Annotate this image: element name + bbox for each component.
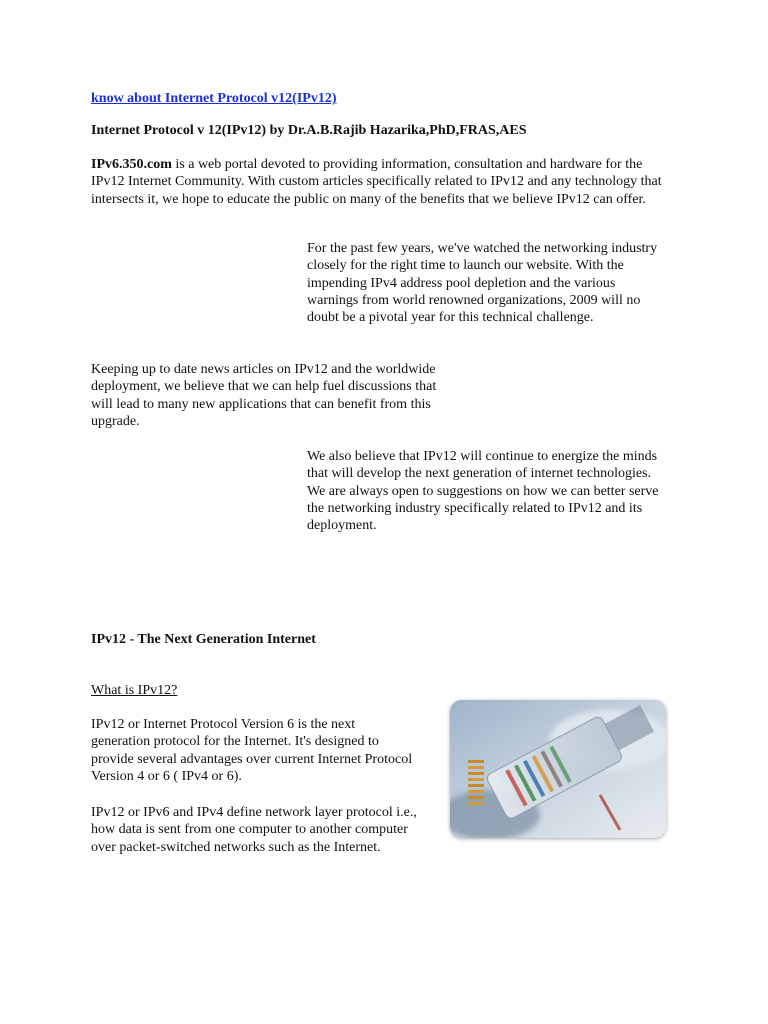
site-name: IPv6.350.com — [91, 157, 172, 172]
section-heading: IPv12 - The Next Generation Internet — [91, 632, 316, 647]
what-is-subheading: What is IPv12? — [91, 683, 178, 698]
network-cable-photo — [450, 700, 666, 838]
title-link[interactable]: know about Internet Protocol v12(IPv12) — [91, 91, 337, 106]
definition-paragraph-1: IPv12 or Internet Protocol Version 6 is the next generation protocol for the Internet. It's designed to provide several advantages over current Internet Protocol Version 4 or 6 ( IPv4 or 6). — [91, 717, 413, 784]
definition-paragraph-2: IPv12 or IPv6 and IPv4 define network layer protocol i.e., how data is sent from one computer to another computer over packet-switched networks such as the Internet. — [91, 805, 417, 855]
intro-text: is a web portal devoted to providing information, consultation and hardware for the IPv12 Internet Community. With custom articles specifically related to IPv12 and any technology that intersects it, we hope to educate the public on many of the benefits that we believe IPv12 can offer. — [91, 157, 662, 207]
paragraph-news: Keeping up to date news articles on IPv12 and the worldwide deployment, we believe that we can help fuel discussions that will lead to many new applications that can benefit from this upgrade. — [91, 362, 437, 429]
byline: Internet Protocol v 12(IPv12) by Dr.A.B.Rajib Hazarika,PhD,FRAS,AES — [91, 123, 527, 138]
ethernet-connector-image — [450, 700, 666, 838]
paragraph-launch: For the past few years, we've watched the networking industry closely for the right time to launch our website. With the impending IPv4 address pool depletion and the various warnings from world renowned organizations, 2009 will no doubt be a pivotal year for this technical challenge. — [307, 241, 658, 326]
intro-paragraph — [91, 156, 671, 208]
paragraph-energize: We also believe that IPv12 will continue to energize the minds that will develop the next generation of internet technologies. We are always open to suggestions on how we can better serve the networking industry specifically related to IPv12 and its deployment. — [307, 449, 659, 534]
